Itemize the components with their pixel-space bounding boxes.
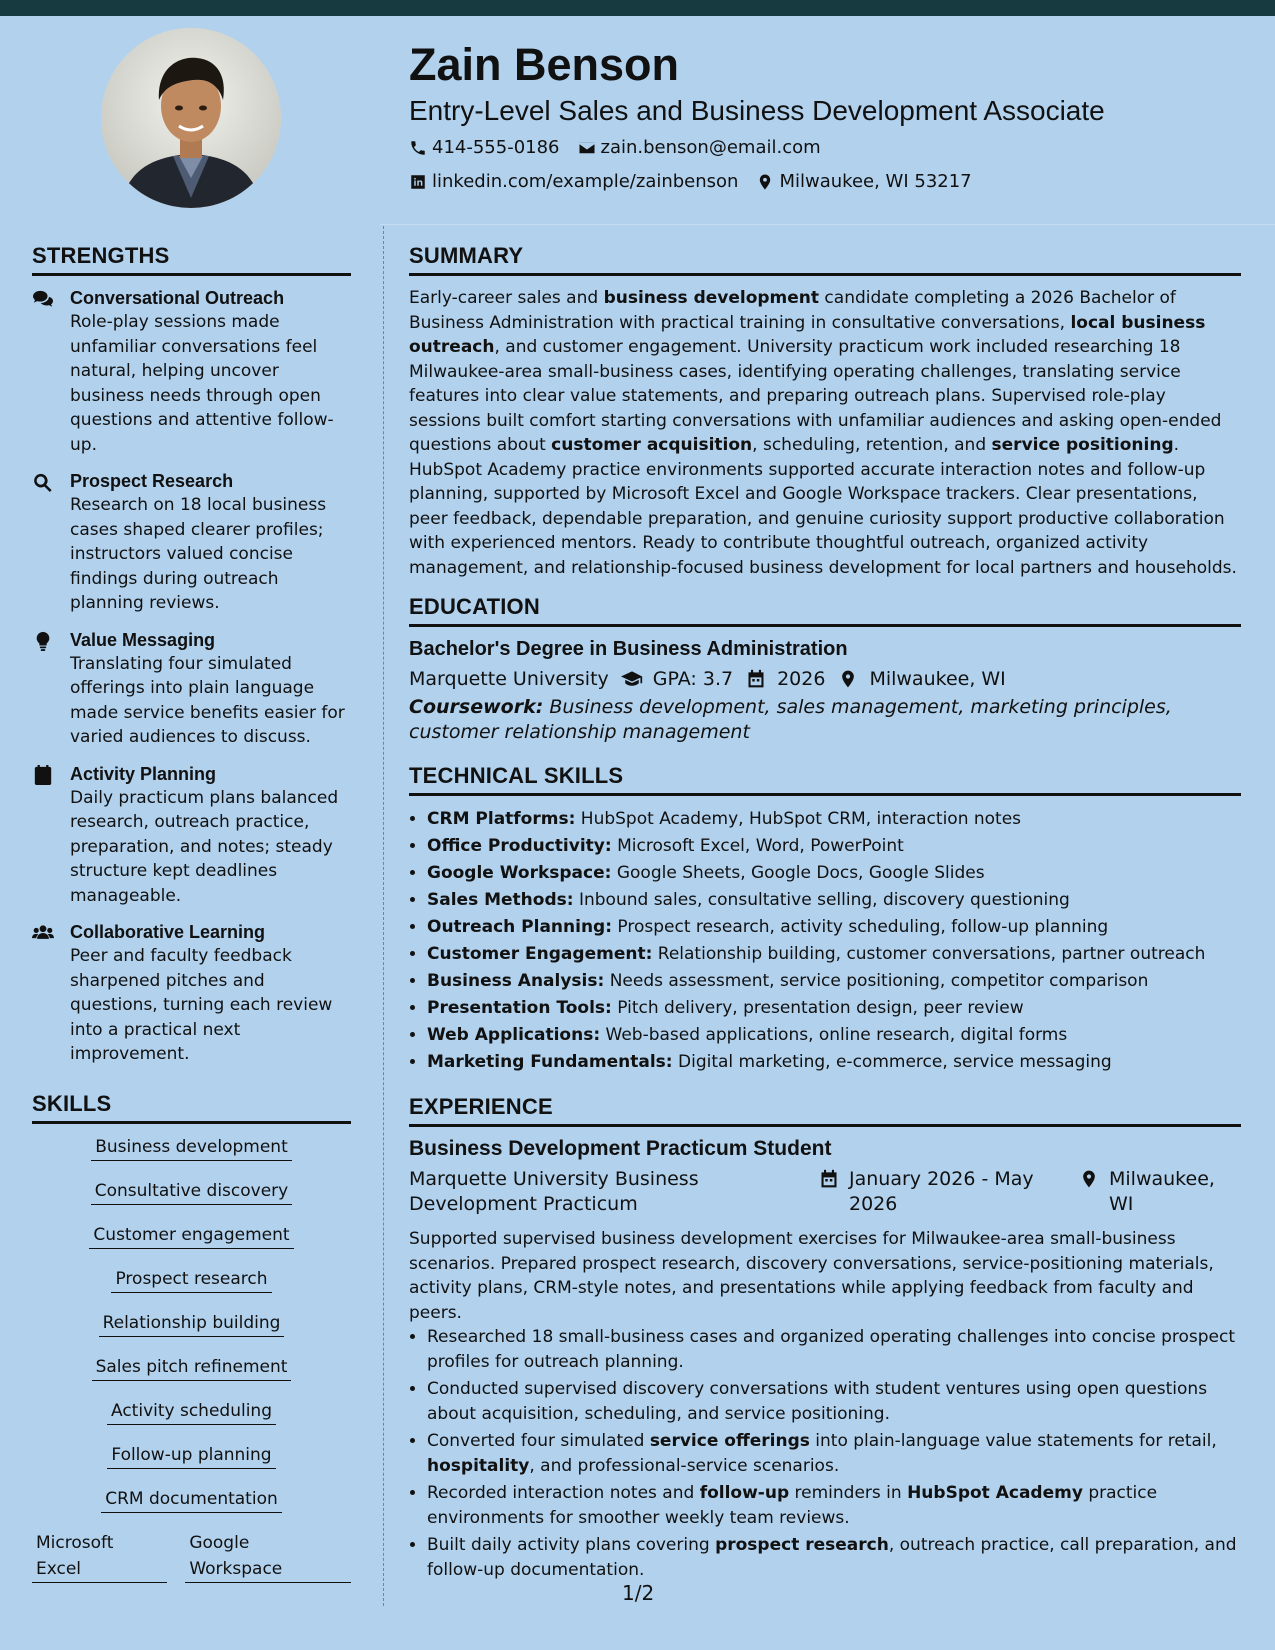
skill-category: Presentation Tools: (427, 998, 612, 1018)
skill-tag: Google Workspace (185, 1530, 351, 1583)
list-item (427, 914, 1241, 941)
skill-row (32, 1530, 351, 1600)
envelope-icon (578, 139, 596, 157)
strength-title: Prospect Research (70, 471, 234, 491)
graduation-year: 2026 (777, 668, 826, 690)
contact-row-1 (409, 132, 1249, 164)
skill-values: Google Sheets, Google Docs, Google Slides (611, 863, 985, 883)
skill-category: Marketing Fundamentals: (427, 1052, 673, 1072)
bullet-segment: reminders in (789, 1483, 908, 1503)
skill-tag: Follow-up planning (107, 1442, 275, 1469)
skill-category: Customer Engagement: (427, 944, 653, 964)
strength-item (32, 628, 351, 750)
job-meta (409, 1167, 1241, 1217)
skill-values: Digital marketing, e-commerce, service messaging (672, 1052, 1112, 1072)
coursework (409, 695, 1241, 745)
bullet-segment: practice environments for smoother weekly team reviews. (427, 1483, 1158, 1528)
email-contact[interactable] (578, 132, 821, 164)
skill-values: HubSpot Academy, HubSpot CRM, interaction notes (575, 809, 1022, 829)
resume-page (0, 16, 1275, 1650)
job-description: Supported supervised business development exercises for Milwaukee-area small-business scenarios. Prepared prospect research, discovery conversations, service-positioning materials, activity plans, CRM-style notes, and presentations while applying feedback from faculty and peers. (409, 1229, 1214, 1323)
bullet-keyword: hospitality (427, 1455, 530, 1476)
strength-text: Peer and faculty feedback sharpened pitches and questions, turning each review into a practical next improvement. (70, 946, 333, 1064)
list-item (427, 1481, 1241, 1530)
strength-item (32, 920, 351, 1067)
linkedin-text: linkedin.com/example/zainbenson (432, 171, 739, 192)
summary-keyword: business development (603, 288, 820, 308)
bullet-segment: Built daily activity plans covering (427, 1535, 716, 1555)
map-pin-icon (756, 173, 774, 191)
strengths-heading: STRENGTHS (32, 241, 351, 276)
coursework-label: Coursework: (409, 696, 544, 718)
phone-contact (409, 132, 560, 164)
email-text: zain.benson@email.com (600, 137, 821, 158)
job-location (1079, 1167, 1241, 1217)
skill-tag: Prospect research (111, 1266, 271, 1293)
skill-category: Outreach Planning: (427, 917, 613, 937)
comments-icon (32, 289, 54, 309)
summary-segment: candidate completing a 2026 Bachelor of Business Administration with practical training in consultative conversations, (409, 288, 1176, 333)
education-heading: EDUCATION (409, 592, 1241, 627)
list-item: • Researched 18 small-business cases and organized operating challenges into concise prospect profiles for outreach planning. (427, 1325, 1241, 1374)
list-item (427, 806, 1241, 833)
profile-photo (101, 28, 281, 208)
phone-icon (409, 139, 427, 157)
summary-keyword: service positioning (991, 435, 1174, 455)
gpa-text: GPA: 3.7 (652, 668, 734, 690)
list-item (427, 833, 1241, 860)
bullet-segment: Recorded interaction notes and (427, 1483, 700, 1503)
skill-category: Google Workspace: (427, 863, 612, 883)
calendar-icon (32, 765, 54, 785)
bullet-segment: , outreach practice, call preparation, and follow-up documentation. (427, 1535, 1237, 1580)
job-title: Business Development Practicum Student (409, 1137, 832, 1160)
list-item (427, 1429, 1241, 1478)
school-name: Marquette University (409, 668, 609, 690)
skill-tag: Activity scheduling (107, 1398, 276, 1425)
header-divider (380, 224, 1275, 225)
summary-heading: SUMMARY (409, 241, 1241, 276)
experience-heading: EXPERIENCE (409, 1092, 1241, 1127)
map-pin-icon (1079, 1169, 1099, 1189)
contact-row-2 (409, 166, 1249, 198)
skill-category: Office Productivity: (427, 836, 612, 856)
top-bar (0, 0, 1275, 16)
coursework-text: Business development, sales management, marketing principles, customer relationship management (409, 696, 1172, 743)
linkedin-contact[interactable] (409, 166, 738, 198)
dates-text: January 2026 - May 2026 (849, 1168, 1034, 1215)
strength-title: Conversational Outreach (70, 288, 285, 308)
strength-title: Collaborative Learning (70, 922, 266, 942)
technical-skills-heading: TECHNICAL SKILLS (409, 761, 1241, 796)
calendar-icon (819, 1169, 839, 1189)
skill-values: Needs assessment, service positioning, competitor comparison (604, 971, 1149, 991)
left-column (32, 241, 351, 1600)
skill-tag: Relationship building (99, 1310, 285, 1337)
list-item: • Conducted supervised discovery conversations with student ventures using open questions about acquisition, scheduling, and service positioning. (427, 1377, 1241, 1426)
education-meta (409, 663, 1241, 695)
list-item (427, 995, 1241, 1022)
lightbulb-icon (32, 631, 54, 651)
skill-tag: Customer engagement (89, 1222, 293, 1249)
employer-name: Marquette University Business Development Practicum (409, 1168, 699, 1215)
summary-segment: , and customer engagement. University practicum work included researching 18 Milwaukee-area small-business cases, identifying operating challenges, translating service features into clear value statements, and preparing outreach plans. Supervised role-play sessions built comfort starting conversations with unfamiliar audiences and asking open-ended questions about (409, 337, 1222, 455)
summary-segment: , scheduling, retention, and (752, 435, 992, 455)
skills-list (32, 1134, 351, 1600)
bullet-keyword: prospect research (715, 1535, 889, 1555)
location-contact (756, 166, 971, 198)
bullet-keyword: follow-up (699, 1483, 790, 1503)
skill-category: CRM Platforms: (427, 809, 576, 829)
strength-text: Translating four simulated offerings into plain language made service benefits easier for varied audiences to discuss. (70, 653, 345, 747)
strength-item (32, 286, 351, 457)
skill-category: Sales Methods: (427, 890, 574, 910)
bullet-keyword: HubSpot Academy (907, 1483, 1083, 1503)
strength-item (32, 762, 351, 909)
phone-text: 414-555-0186 (432, 137, 560, 158)
calendar-icon (745, 669, 767, 689)
skill-values: Prospect research, activity scheduling, follow-up planning (612, 917, 1109, 937)
strength-text: Daily practicum plans balanced research, outreach practice, preparation, and notes; steady structure kept deadlines manageable. (70, 787, 339, 906)
skill-tag: Microsoft Excel (32, 1530, 167, 1583)
summary-keyword: customer acquisition (551, 435, 753, 455)
location-text: Milwaukee, WI (1109, 1168, 1215, 1215)
skill-tag: Consultative discovery (91, 1178, 292, 1205)
resume-header (409, 38, 1249, 198)
skill-values: Inbound sales, consultative selling, discovery questioning (573, 890, 1070, 910)
list-item (427, 1049, 1241, 1076)
candidate-title: Entry-Level Sales and Business Development Associate (409, 95, 1105, 126)
search-icon (32, 472, 54, 492)
page-indicator: 1/2 (622, 1581, 655, 1605)
skill-values: Relationship building, customer conversations, partner outreach (652, 944, 1206, 964)
candidate-name: Zain Benson (409, 39, 680, 90)
school-location: Milwaukee, WI (869, 668, 1006, 690)
strength-title: Activity Planning (70, 763, 217, 784)
skill-tag: CRM documentation (101, 1486, 282, 1513)
strength-title: Value Messaging (70, 629, 216, 650)
skill-category: Business Analysis: (427, 971, 605, 991)
list-item (427, 860, 1241, 887)
summary-keyword: local business outreach (409, 312, 1206, 357)
column-divider (383, 226, 384, 1606)
location-text: Milwaukee, WI 53217 (779, 171, 972, 192)
linkedin-icon (409, 173, 427, 191)
bullet-segment: Converted four simulated (427, 1431, 650, 1451)
strength-text: Research on 18 local business cases shaped clearer profiles; instructors valued concise findings during outreach planning reviews. (70, 495, 327, 613)
graduation-cap-icon (621, 669, 643, 689)
summary-segment: Early-career sales and (409, 288, 604, 308)
degree-title: Bachelor's Degree in Business Administration (409, 638, 848, 660)
bullet-segment: , and professional-service scenarios. (529, 1455, 840, 1476)
job-dates (819, 1167, 1079, 1217)
list-item (427, 941, 1241, 968)
list-item (427, 968, 1241, 995)
skill-tag: Sales pitch refinement (92, 1354, 292, 1381)
summary-text (409, 286, 1241, 580)
map-pin-icon (837, 669, 859, 689)
skill-category: Web Applications: (427, 1025, 601, 1045)
skill-values: Pitch delivery, presentation design, peer review (611, 998, 1024, 1018)
strength-item (32, 469, 351, 616)
skill-values: Microsoft Excel, Word, PowerPoint (611, 836, 904, 856)
right-column (409, 241, 1241, 1585)
list-item (427, 887, 1241, 914)
technical-skills-list (409, 806, 1241, 1076)
skills-heading: SKILLS (32, 1089, 351, 1124)
job-bullets (409, 1325, 1241, 1582)
skill-tag: Business development (91, 1134, 292, 1161)
bullet-keyword: service offerings (649, 1431, 810, 1451)
list-item (427, 1533, 1241, 1582)
skill-values: Web-based applications, online research, digital forms (600, 1025, 1068, 1045)
users-icon (32, 923, 54, 943)
bullet-segment: into plain-language value statements for retail, (809, 1431, 1217, 1451)
list-item (427, 1022, 1241, 1049)
summary-segment: . HubSpot Academy practice environments supported accurate interaction notes and follow-up planning, supported by Microsoft Excel and Google Workspace trackers. Clear presentations, peer feedback, dependable preparation, and genuine curiosity support productive collaboration with experienced mentors. Ready to contribute thoughtful outreach, organized activity management, and relationship-focused business development for local partners and households. (409, 435, 1237, 578)
strength-text: Role-play sessions made unfamiliar conversations feel natural, helping uncover business needs through open questions and attentive follow-up. (70, 312, 334, 455)
